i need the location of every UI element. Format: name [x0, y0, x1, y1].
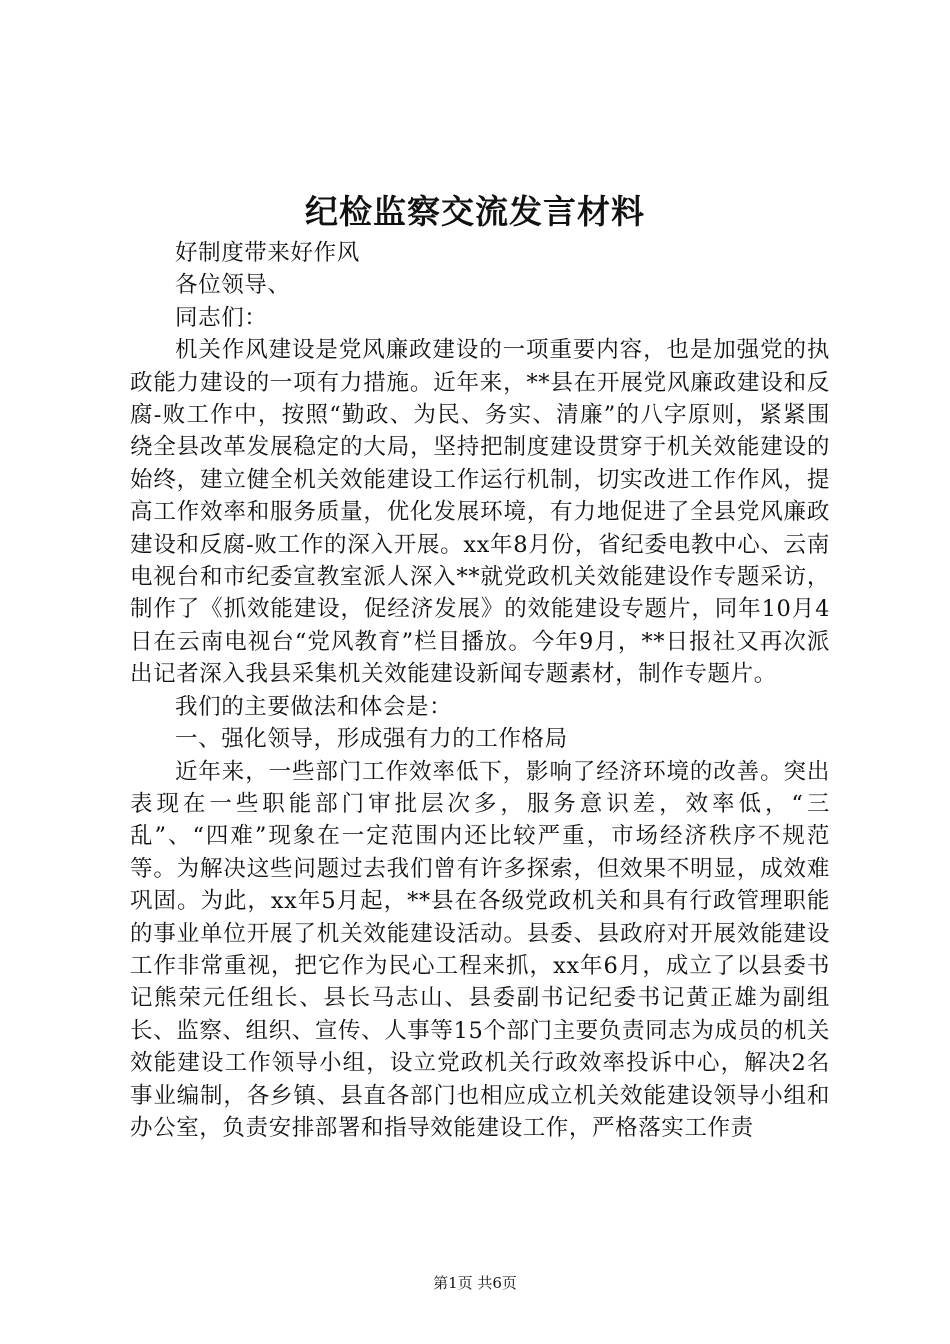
body-paragraph: 近年来，一些部门工作效率低下，影响了经济环境的改善。突出表现在一些职能部门审批层次多，服务意识差，效率低，“三乱”、“四难”现象在一定范围内还比较严重，市场经济秩序不规范等。为解决这些问题过去我们曾有许多探索，但效果不明显，成效难巩固。为此，xx年5月起，**县在各级党政机关和具有行政管理职能的事业单位开展了机关效能建设活动。县委、县政府对开展效能建设工作非常重视，把它作为民心工程来抓，xx年6月，成立了以县委书记熊荣元任组长、县长马志山、县委副书记纪委书记黄正雄为副组长、监察、组织、宣传、人事等15个部门主要负责同志为成员的机关效能建设工作领导小组，设立党政机关行政效率投诉中心，解决2名事业编制，各乡镇、县直各部门也相应成立机关效能建设领导小组和办公室，负责安排部署和指导效能建设工作，严格落实工作责: [130, 758, 830, 1141]
document-body: [130, 237, 830, 1144]
body-paragraph: 机关作风建设是党风廉政建设的一项重要内容，也是加强党的执政能力建设的一项有力措施。近年来，**县在开展党风廉政建设和反腐-败工作中，按照“勤政、为民、务实、清廉”的八字原则，紧紧围绕全县改革发展稳定的大局，坚持把制度建设贯穿于机关效能建设的始终，建立健全机关效能建设工作运行机制，切实改进工作作风，提高工作效率和服务质量，优化发展环境，有力地促进了全县党风廉政建设和反腐-败工作的深入开展。xx年8月份，省纪委电教中心、云南电视台和市纪委宣教室派人深入**就党政机关效能建设作专题采访，制作了《抓效能建设，促经济发展》的效能建设专题片，同年10月4日在云南电视台“党风教育”栏目播放。今年9月，**日报社又再次派出记者深入我县采集机关效能建设新闻专题素材，制作专题片。: [130, 337, 830, 688]
body-paragraph: 我们的主要做法和体会是：: [175, 693, 453, 720]
page-number-footer: 第1页 共6页: [433, 1274, 517, 1292]
salutation-paragraph: 各位领导、: [175, 272, 291, 299]
section-heading: 一、强化领导，形成强有力的工作格局: [175, 726, 568, 753]
subtitle-paragraph: 好制度带来好作风: [175, 240, 360, 266]
document-title: 纪检监察交流发言材料: [305, 192, 645, 231]
salutation-paragraph: 同志们：: [175, 304, 268, 331]
